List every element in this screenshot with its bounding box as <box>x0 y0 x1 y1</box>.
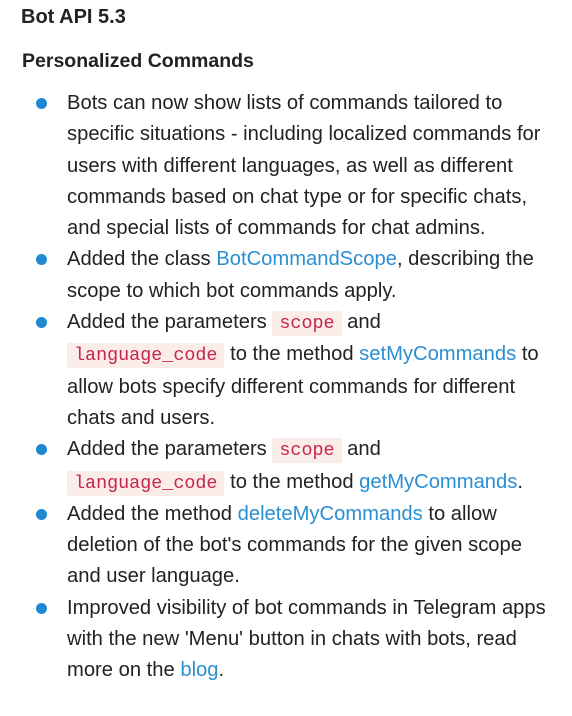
item-text: to allow deletion of the bot's commands for the given scope and user language. <box>67 502 522 588</box>
bullet-icon <box>36 98 47 109</box>
bullet-icon <box>36 254 47 265</box>
code-language-code: language_code <box>67 471 224 496</box>
list-item <box>0 244 572 307</box>
item-text: Added the class <box>67 248 217 271</box>
bullet-icon <box>36 444 47 455</box>
item-text: to allow bots specify different commands for different chats and users. <box>67 343 539 429</box>
item-text: to the method <box>224 343 360 366</box>
section-title: Personalized Commands <box>22 50 254 72</box>
item-text: Improved visibility of bot commands in Telegram apps with the new 'Menu' button in chats with bots, read more on the <box>67 596 546 682</box>
item-text: Added the parameters <box>67 311 273 334</box>
link-getmycommands[interactable]: getMyCommands <box>359 470 518 493</box>
code-scope: scope <box>272 311 341 336</box>
item-text: Bots can now show lists of commands tailored to specific situations - including localized commands for users with different languages, as well as different commands based on chat type or for specific chats, and special lists of commands for chat admins. <box>67 92 541 240</box>
item-text: to the method <box>224 470 360 493</box>
item-text: Added the parameters <box>67 438 273 461</box>
bullet-icon <box>36 509 47 520</box>
link-deletemycommands[interactable]: deleteMyCommands <box>237 502 423 525</box>
list-item <box>0 499 572 593</box>
list-item <box>0 434 572 499</box>
list-item <box>0 593 572 687</box>
item-text: Added the method <box>67 502 238 525</box>
link-botcommandscope[interactable]: BotCommandScope <box>216 248 397 271</box>
item-text: and <box>341 311 381 334</box>
item-text: and <box>341 438 381 461</box>
link-blog[interactable]: blog <box>180 659 219 682</box>
code-scope: scope <box>272 438 341 463</box>
list-item <box>0 88 572 244</box>
list-item <box>0 307 572 434</box>
code-language-code: language_code <box>67 343 224 368</box>
page-title: Bot API 5.3 <box>21 6 126 28</box>
bullet-icon <box>36 603 47 614</box>
changes-list <box>0 88 572 687</box>
item-text: . <box>517 470 523 493</box>
item-text: , describing the scope to which bot commands apply. <box>67 248 534 302</box>
link-setmycommands[interactable]: setMyCommands <box>359 343 517 366</box>
bullet-icon <box>36 317 47 328</box>
item-text: . <box>218 659 225 682</box>
